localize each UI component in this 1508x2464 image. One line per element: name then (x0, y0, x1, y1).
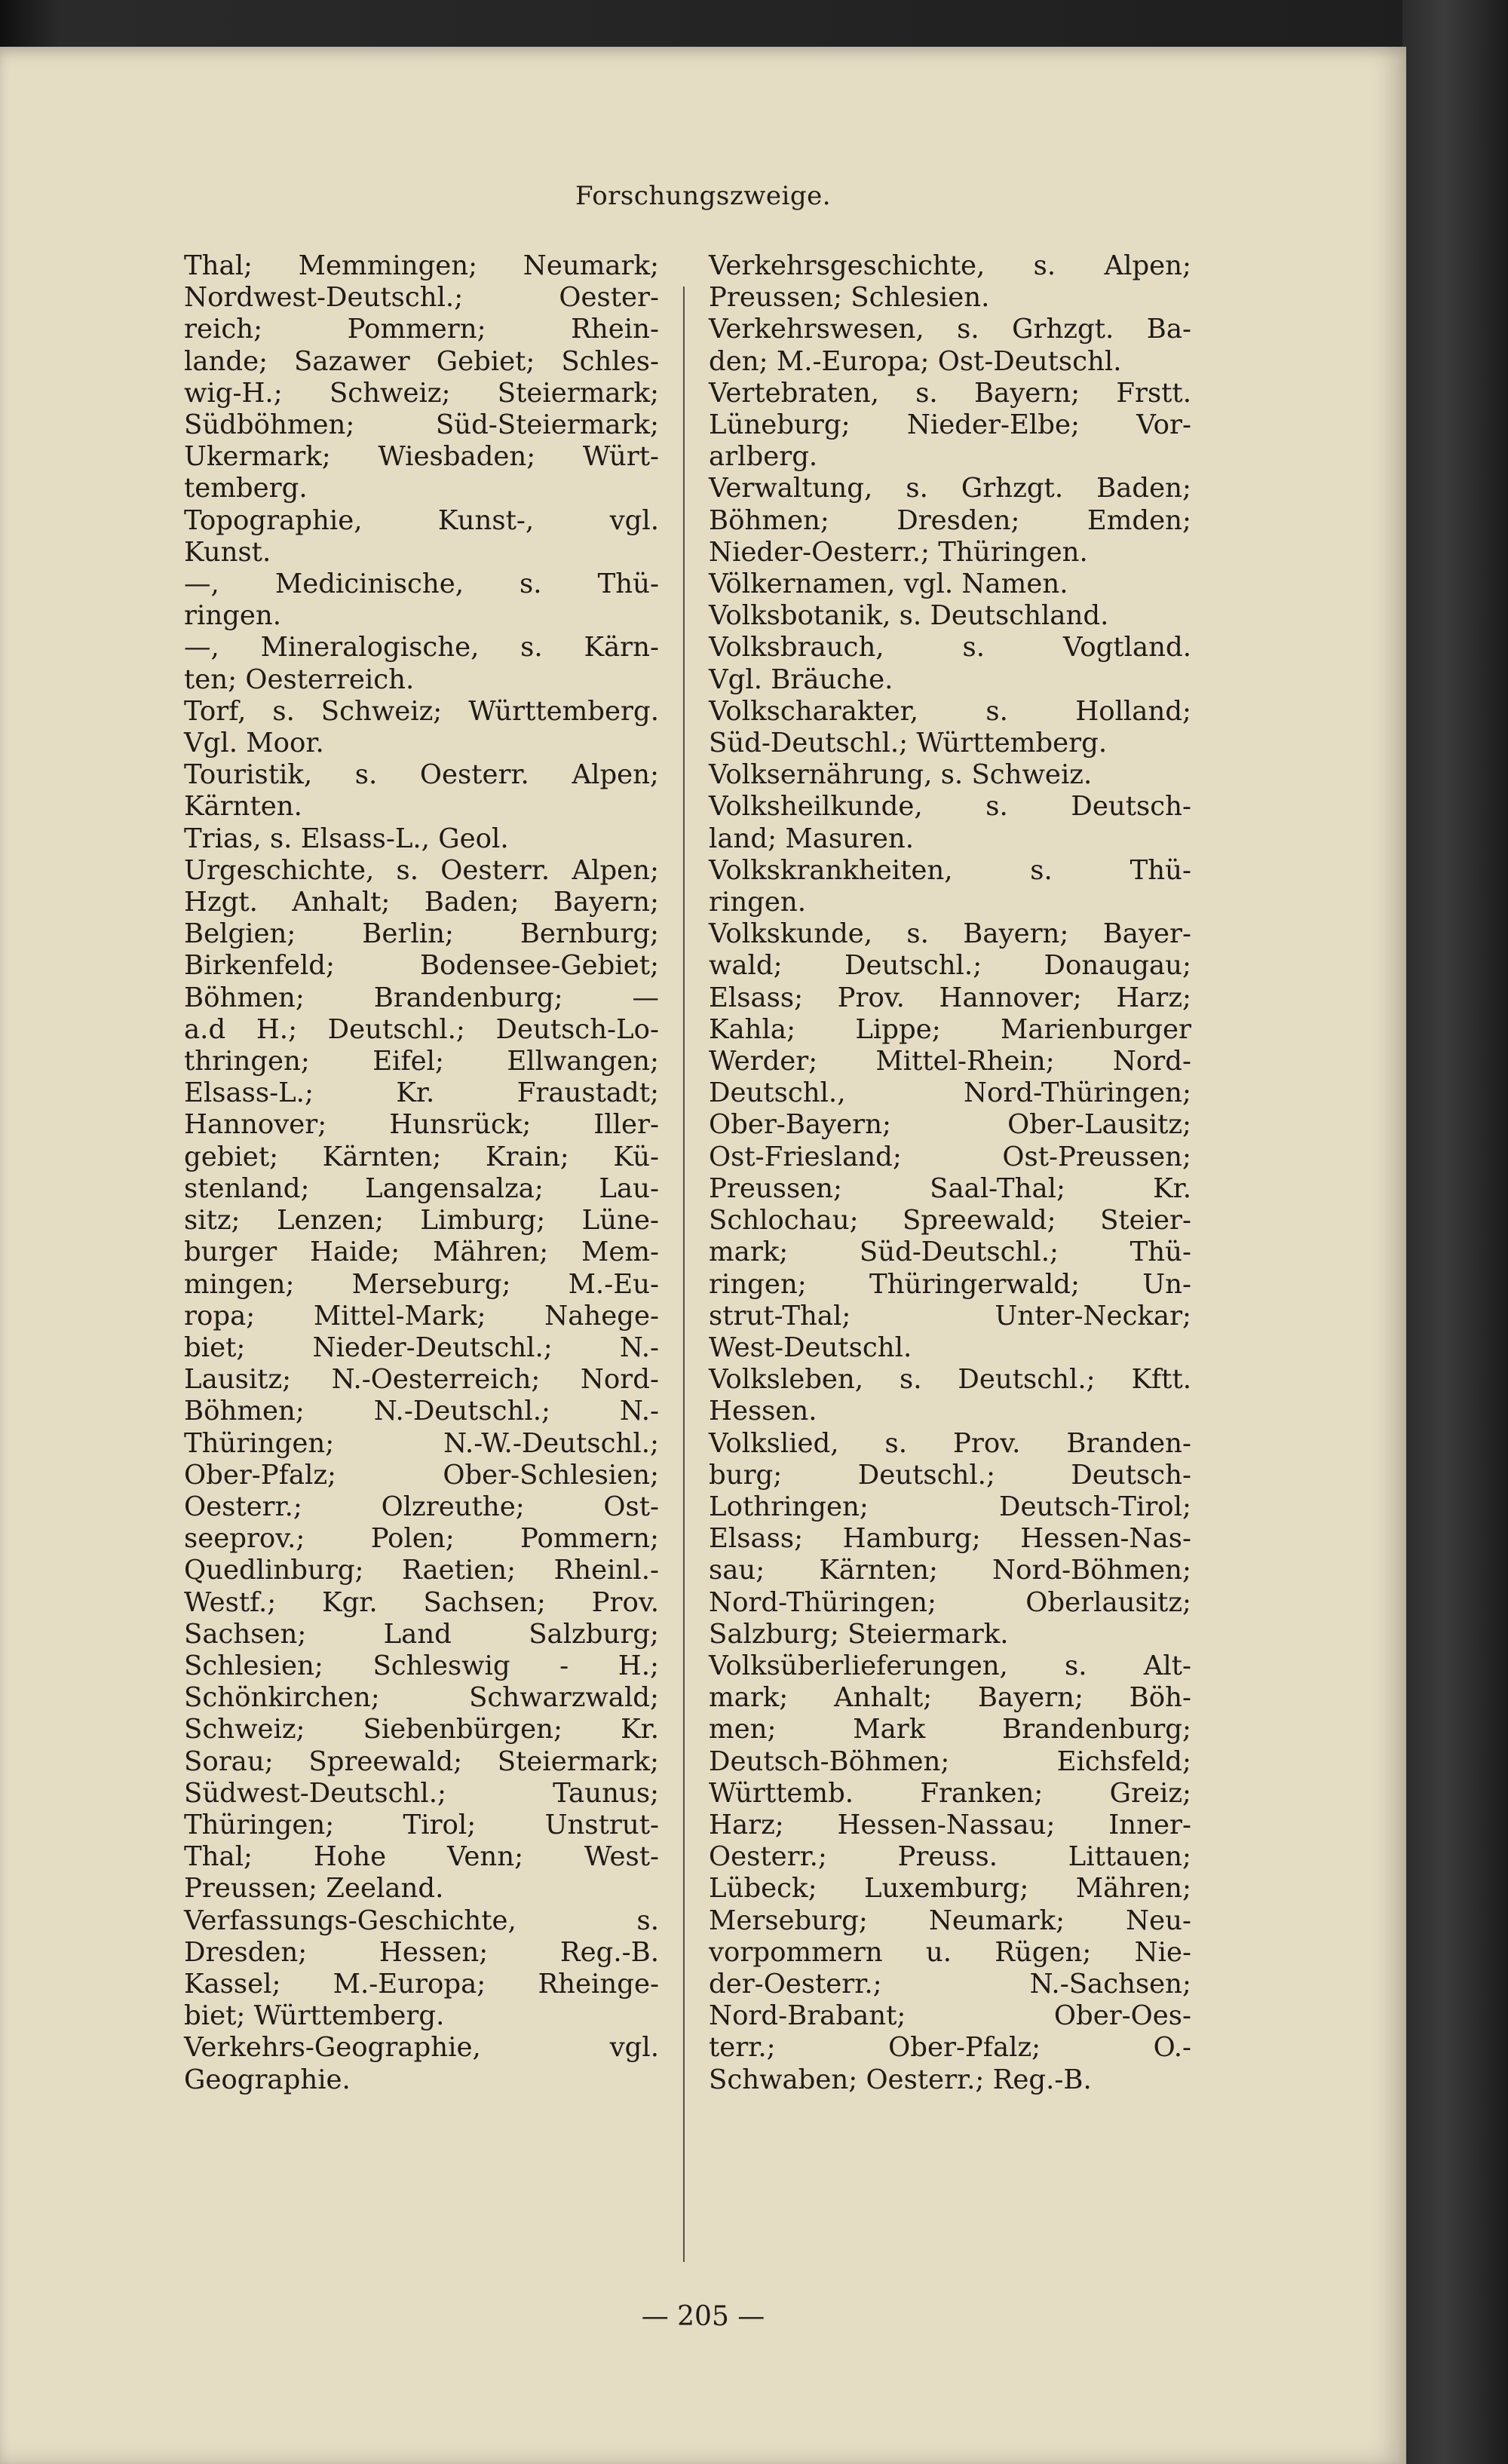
index-entry-line: lande; Sazawer Gebiet; Schles- (184, 345, 659, 377)
index-entry-line: Lübeck; Luxemburg; Mähren; (709, 1873, 1191, 1905)
index-entry-line: Elsass; Prov. Hannover; Harz; (709, 982, 1191, 1013)
index-entry-line: Südböhmen; Süd-Steiermark; (184, 409, 659, 441)
index-entry-line: Verkehrs-Geographie, vgl. (184, 2032, 659, 2064)
index-entry-line: Thüringen; N.-W.-Deutschl.; (184, 1427, 659, 1459)
index-entry-line: Volksbrauch, s. Vogtland. (709, 632, 1191, 664)
index-entry-line: ringen; Thüringerwald; Un- (709, 1268, 1191, 1300)
index-entry-line: Volkskrankheiten, s. Thü- (709, 854, 1191, 886)
index-entry-line: Volkslied, s. Prov. Branden- (709, 1427, 1191, 1459)
index-entry (709, 568, 1191, 600)
index-entry-line: wig-H.; Schweiz; Steiermark; (184, 377, 659, 409)
running-header: Forschungszweige. (575, 181, 832, 211)
index-entry-line: Preussen; Saal-Thal; Kr. (709, 1172, 1191, 1204)
index-entry-line: biet; Nieder-Deutschl.; N.- (184, 1332, 659, 1363)
index-entry-line: arlberg. (709, 441, 818, 473)
index-entry-line: seeprov.; Polen; Pommern; (184, 1523, 659, 1555)
index-entry-line: Böhmen; N.-Deutschl.; N.- (184, 1396, 659, 1427)
index-entry-line: Süd-Deutschl.; Württemberg. (709, 728, 1108, 759)
book-page (0, 47, 1406, 2464)
index-entry-line: vorpommern u. Rügen; Nie- (709, 1936, 1191, 1968)
index-entry (709, 378, 1191, 473)
index-entry-line: biet; Württemberg. (184, 2000, 445, 2032)
index-entry-line: Salzburg; Steiermark. (709, 1618, 1009, 1650)
index-entry-line: Württemb. Franken; Greiz; (709, 1777, 1191, 1809)
index-entry-line: burg; Deutschl.; Deutsch- (709, 1459, 1191, 1491)
index-entry (709, 855, 1191, 918)
index-entry-line: der-Oesterr.; N.-Sachsen; (709, 1968, 1191, 2000)
index-entry-line: Harz; Hessen-Nassau; Inner- (709, 1809, 1191, 1840)
index-entry-line: Deutschl., Nord-Thüringen; (709, 1077, 1191, 1109)
index-entry (709, 1364, 1191, 1427)
index-entry-line: Hannover; Hunsrück; Iller- (184, 1109, 659, 1141)
index-entry-line: wald; Deutschl.; Donaugau; (709, 950, 1191, 982)
index-entry-line: Schweiz; Siebenbürgen; Kr. (184, 1714, 659, 1745)
index-entry (709, 314, 1191, 377)
index-entry-line: Nord-Brabant; Ober-Oes- (709, 2000, 1191, 2032)
index-entry-line: Kunst. (184, 536, 271, 568)
index-entry-line: Trias, s. Elsass-L., Geol. (184, 823, 509, 854)
index-entry-line: ringen. (184, 600, 282, 632)
index-entry (184, 250, 659, 505)
index-entry-line: Vgl. Bräuche. (709, 664, 893, 695)
index-entry (184, 505, 659, 568)
index-entry-line: Quedlinburg; Raetien; Rheinl.- (184, 1555, 659, 1586)
index-entry-line: gebiet; Kärnten; Krain; Kü- (184, 1141, 659, 1172)
index-entry-line: Hzgt. Anhalt; Baden; Bayern; (184, 887, 659, 918)
index-entry (709, 759, 1191, 791)
index-entry-line: terr.; Ober-Pfalz; O.- (709, 2032, 1191, 2064)
index-entry-line: Volksüberlieferungen, s. Alt- (709, 1650, 1191, 1681)
index-entry-line: Torf, s. Schweiz; Württemberg. (184, 695, 659, 727)
index-entry-line: Dresden; Hessen; Reg.-B. (184, 1936, 659, 1968)
index-entry-line: ropa; Mittel-Mark; Nahege- (184, 1300, 659, 1332)
index-entry-line: Lüneburg; Nieder-Elbe; Vor- (709, 409, 1191, 441)
index-entry-line: West-Deutschl. (709, 1332, 912, 1363)
index-entry-line: Nord-Thüringen; Oberlausitz; (709, 1586, 1191, 1618)
index-entry (184, 823, 659, 855)
index-entry (184, 568, 659, 632)
index-entry-line: stenland; Langensalza; Lau- (184, 1172, 659, 1204)
index-entry-line: Volkskunde, s. Bayern; Bayer- (709, 918, 1191, 950)
index-entry-line: Lausitz; N.-Oesterreich; Nord- (184, 1364, 659, 1396)
page-number: — 205 — (641, 2301, 765, 2332)
index-entry-line: Verfassungs-Geschichte, s. (184, 1905, 659, 1936)
index-entry-line: ringen. (709, 887, 807, 918)
index-entry-line: Merseburg; Neumark; Neu- (709, 1905, 1191, 1936)
index-entry (184, 1905, 659, 2033)
index-entry-line: Oesterr.; Olzreuthe; Ost- (184, 1491, 659, 1522)
index-entry-line: Lothringen; Deutsch-Tirol; (709, 1491, 1191, 1522)
index-entry (709, 791, 1191, 854)
index-entry-line: Nieder-Oesterr.; Thüringen. (709, 536, 1088, 568)
index-entry-line: Ost-Friesland; Ost-Preussen; (709, 1141, 1191, 1172)
index-entry-line: Oesterr.; Preuss. Littauen; (709, 1841, 1191, 1873)
index-entry-line: Ober-Pfalz; Ober-Schlesien; (184, 1459, 659, 1491)
index-entry (184, 2032, 659, 2095)
book-binding-edge (1402, 0, 1508, 2464)
index-entry-line: mingen; Merseburg; M.-Eu- (184, 1268, 659, 1300)
index-entry-line: men; Mark Brandenburg; (709, 1714, 1191, 1745)
index-entry (709, 918, 1191, 1364)
index-entry-line: Preussen; Zeeland. (184, 1873, 444, 1905)
index-entry-line: mark; Anhalt; Bayern; Böh- (709, 1682, 1191, 1714)
index-entry-line: Preussen; Schlesien. (709, 282, 990, 314)
index-entry-line: Volksbotanik, s. Deutschland. (709, 600, 1109, 632)
index-entry-line: Volkscharakter, s. Holland; (709, 695, 1191, 727)
index-entry (709, 600, 1191, 632)
index-entry-line: Sachsen; Land Salzburg; (184, 1618, 659, 1650)
index-entry-line: Belgien; Berlin; Bernburg; (184, 918, 659, 950)
index-entry-line: Kahla; Lippe; Marienburger (709, 1013, 1191, 1045)
index-entry-line: Thal; Memmingen; Neumark; (184, 250, 659, 281)
index-entry-line: Schwaben; Oesterr.; Reg.-B. (709, 2064, 1092, 2095)
index-entry-line: Geographie. (184, 2064, 351, 2095)
index-column-left (184, 250, 659, 2096)
index-entry (709, 1650, 1191, 2096)
index-entry-line: Deutsch-Böhmen; Eichsfeld; (709, 1745, 1191, 1777)
index-entry-line: Westf.; Kgr. Sachsen; Prov. (184, 1586, 659, 1618)
index-entry-line: Birkenfeld; Bodensee-Gebiet; (184, 950, 659, 982)
index-entry (709, 1428, 1191, 1650)
index-entry-line: strut-Thal; Unter-Neckar; (709, 1300, 1191, 1332)
index-entry-line: Thal; Hohe Venn; West- (184, 1841, 659, 1873)
index-entry (709, 250, 1191, 314)
index-entry-line: Touristik, s. Oesterr. Alpen; (184, 759, 659, 791)
index-entry-line: Ober-Bayern; Ober-Lausitz; (709, 1109, 1191, 1141)
index-entry-line: —, Mineralogische, s. Kärn- (184, 632, 659, 664)
index-entry-line: Kärnten. (184, 791, 302, 823)
index-entry-line: Kassel; M.-Europa; Rheinge- (184, 1968, 659, 2000)
index-entry-line: Urgeschichte, s. Oesterr. Alpen; (184, 854, 659, 886)
index-entry-line: burger Haide; Mähren; Mem- (184, 1237, 659, 1268)
index-entry (184, 696, 659, 759)
index-entry-line: Elsass; Hamburg; Hessen-Nas- (709, 1523, 1191, 1555)
index-entry-line: thringen; Eifel; Ellwangen; (184, 1046, 659, 1077)
index-entry-line: Volksleben, s. Deutschl.; Kftt. (709, 1364, 1191, 1396)
index-entry-line: mark; Süd-Deutschl.; Thü- (709, 1237, 1191, 1268)
index-entry-line: Volksernährung, s. Schweiz. (709, 759, 1093, 791)
index-entry-line: Verkehrswesen, s. Grhzgt. Ba- (709, 314, 1191, 345)
index-entry-line: —, Medicinische, s. Thü- (184, 568, 659, 600)
index-entry-line: Sorau; Spreewald; Steiermark; (184, 1745, 659, 1777)
index-entry-line: Schlesien; Schleswig - H.; (184, 1650, 659, 1681)
index-entry-line: Schlochau; Spreewald; Steier- (709, 1205, 1191, 1237)
index-entry-line: Vertebraten, s. Bayern; Frstt. (709, 377, 1191, 409)
index-column-right (709, 250, 1191, 2096)
index-entry-line: Schönkirchen; Schwarzwald; (184, 1682, 659, 1714)
index-entry (709, 473, 1191, 568)
index-entry-line: Hessen. (709, 1396, 817, 1427)
index-entry-line: Topographie, Kunst-, vgl. (184, 504, 659, 536)
index-entry-line: ten; Oesterreich. (184, 664, 415, 695)
index-entry-line: den; M.-Europa; Ost-Deutschl. (709, 345, 1122, 377)
column-divider (683, 287, 685, 2262)
index-entry-line: Ukermark; Wiesbaden; Würt- (184, 441, 659, 473)
index-entry (184, 855, 659, 1905)
index-entry-line: Völkernamen, vgl. Namen. (709, 568, 1068, 600)
index-entry-line: Verkehrsgeschichte, s. Alpen; (709, 250, 1191, 281)
index-entry-line: a.d H.; Deutschl.; Deutsch-Lo- (184, 1013, 659, 1045)
index-entry-line: Südwest-Deutschl.; Taunus; (184, 1777, 659, 1809)
index-entry-line: Nordwest-Deutschl.; Oester- (184, 282, 659, 314)
index-entry-line: Werder; Mittel-Rhein; Nord- (709, 1046, 1191, 1077)
index-entry-line: sitz; Lenzen; Limburg; Lüne- (184, 1205, 659, 1237)
index-entry-line: Vgl. Moor. (184, 728, 324, 759)
index-entry-line: sau; Kärnten; Nord-Böhmen; (709, 1555, 1191, 1586)
index-entry-line: Verwaltung, s. Grhzgt. Baden; (709, 473, 1191, 504)
index-entry-line: Thüringen; Tirol; Unstrut- (184, 1809, 659, 1840)
index-entry (709, 696, 1191, 759)
index-entry-line: reich; Pommern; Rhein- (184, 314, 659, 345)
index-entry-line: land; Masuren. (709, 823, 915, 854)
index-entry (184, 759, 659, 823)
index-entry-line: Volksheilkunde, s. Deutsch- (709, 791, 1191, 823)
index-entry-line: Böhmen; Brandenburg; — (184, 982, 659, 1013)
index-entry-line: Böhmen; Dresden; Emden; (709, 504, 1191, 536)
index-entry-line: temberg. (184, 473, 308, 504)
index-entry (709, 632, 1191, 695)
index-entry-line: Elsass-L.; Kr. Fraustadt; (184, 1077, 659, 1109)
index-entry (184, 632, 659, 695)
